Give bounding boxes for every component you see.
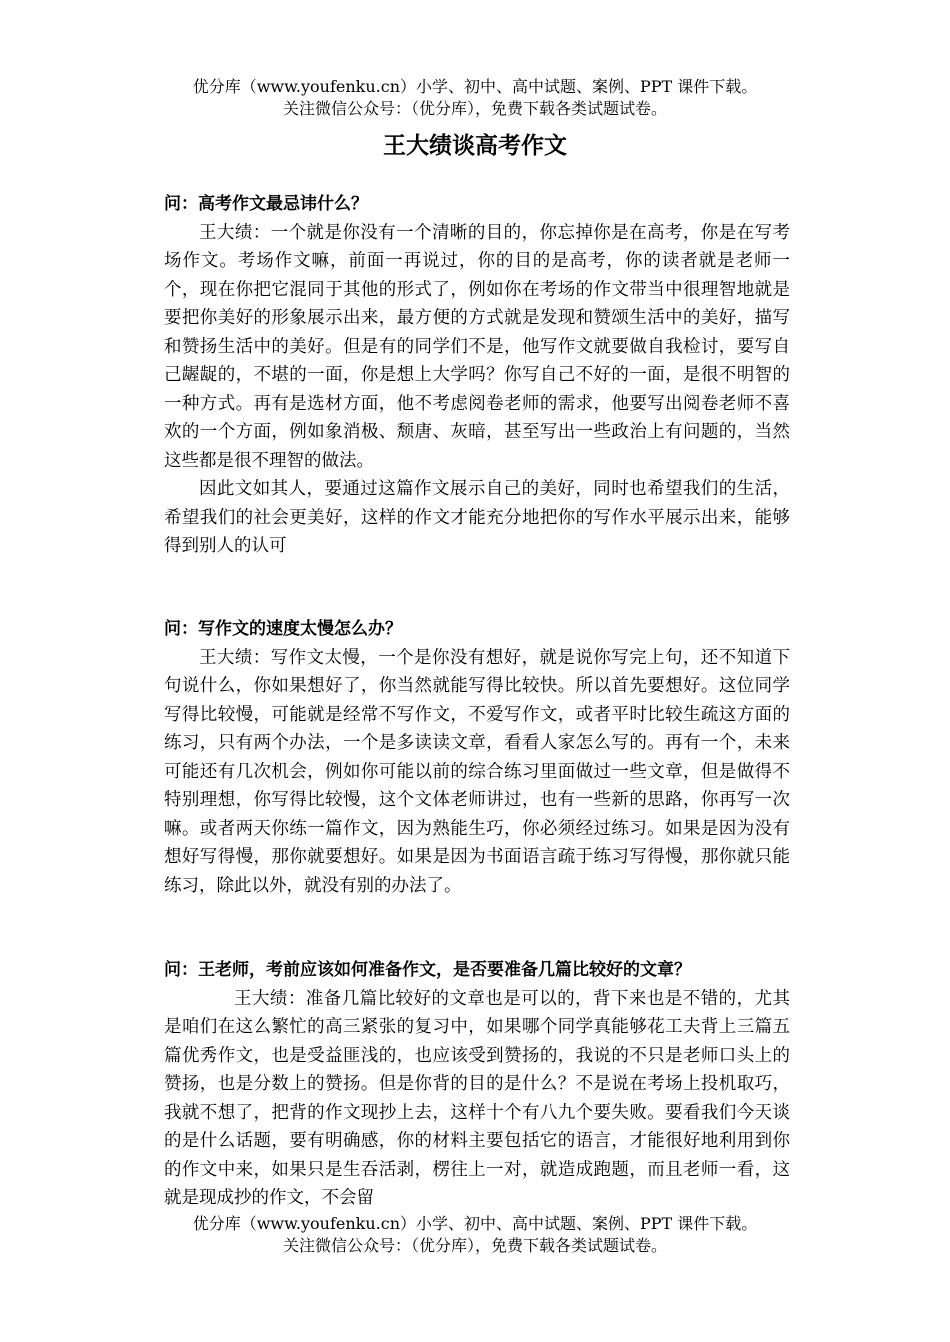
site-header-line-2: 关注微信公众号：（优分库），免费下载各类试题试卷。 [282, 99, 667, 118]
article-title: 王大绩谈高考作文 [383, 132, 567, 159]
answer-2-paragraph-1: 王大绩：写作文太慢，一个是你没有想好，就是说你写完上句，还不知道下句说什么，你如果想好了，你当然就能写得比较快。所以首先要想好。这位同学写得比较慢，可能就是经常不写作文，不爱写作文，或者平时比较生疏这方面的练习，只有两个办法，一个是多读读文章，看看人家怎么写的。再有一个，未来可能还有几次机会，例如你可能以前的综合练习里面做过一些文章，但是做得不特别理想，你写得比较慢，这个文体老师讲过，也有一些新的思路，你再写一次嘛。或者两天你练一篇作文，因为熟能生巧，你必须经过练习。如果是因为没有想好写得慢，那你就要想好。如果是因为书面语言疏于练习写得慢，那你就只能练习，除此以外，就没有别的办法了。 [164, 647, 790, 896]
site-footer-line-2: 关注微信公众号：（优分库），免费下载各类试题试卷。 [282, 1236, 667, 1255]
site-footer-line-1: 优分库（www.youfenku.cn）小学、初中、高中试题、案例、PPT 课件下载。 [192, 1214, 758, 1233]
section-2 [164, 615, 790, 900]
answer-1-paragraph-2: 因此文如其人，要通过这篇作文展示自己的美好，同时也希望我们的生活，希望我们的社会更美好，这样的作文才能充分地把你的写作水平展示出来，能够得到别人的认可 [164, 479, 790, 556]
question-2: 问：写作文的速度太慢怎么办？ [164, 619, 402, 639]
question-1: 问：高考作文最忌讳什么？ [164, 194, 368, 214]
answer-3-paragraph-1: 王大绩：准备几篇比较好的文章也是可以的，背下来也是不错的，尤其是咱们在这么繁忙的高三紧张的复习中，如果哪个同学真能够花工夫背上三篇五篇优秀作文，也是受益匪浅的，也应该受到赞扬的，我说的不只是老师口头上的赞扬，也是分数上的赞扬。但是你背的目的是什么？不是说在考场上投机取巧，我就不想了，把背的作文现抄上去，这样十个有八九个要失败。要看我们今天谈的是什么话题，要有明确感，你的材料主要包括它的语言，才能很好地利用到你的作文中来，如果只是生吞活剥，楞往上一对，就造成跑题，而且老师一看，这就是现成抄的作文，不会留 [164, 988, 790, 1208]
section-1 [164, 190, 790, 561]
site-header-line-1: 优分库（www.youfenku.cn）小学、初中、高中试题、案例、PPT 课件下载。 [192, 77, 758, 96]
section-3 [164, 956, 790, 1213]
answer-1-paragraph-1: 王大绩：一个就是你没有一个清晰的目的，你忘掉你是在高考，你是在写考场作文。考场作文嘛，前面一再说过，你的目的是高考，你的读者就是老师一个，现在你把它混同于其他的形式了，例如你在考场的作文带当中很理智地就是要把你美好的形象展示出来，最方便的方式就是发现和赞颂生活中的美好，描写和赞扬生活中的美好。但是有的同学们不是，他写作文就要做自我检讨，要写自己龌龊的，不堪的一面，你是想上大学吗？你写自己不好的一面，是很不明智的一种方式。再有是选材方面，他不考虑阅卷老师的需求，他要写出阅卷老师不喜欢的一个方面，例如象消极、颓唐、灰暗，甚至写出一些政治上有问题的，当然这些都是很不理智的做法。 [164, 222, 790, 471]
question-3: 问：王老师，考前应该如何准备作文，是否要准备几篇比较好的文章？ [164, 960, 691, 980]
